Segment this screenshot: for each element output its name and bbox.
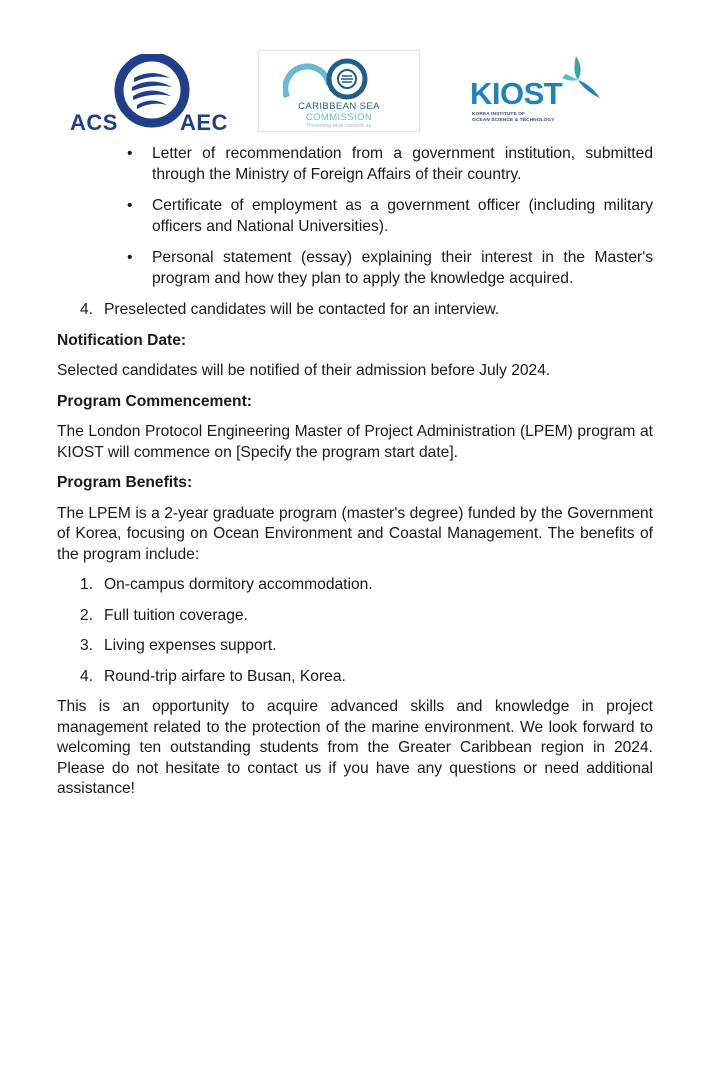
benefits-heading: Program Benefits:	[57, 474, 193, 491]
notification-text: Selected candidates will be notified of their admission before July 2024.	[57, 362, 551, 379]
kiost-wave-icon	[558, 54, 602, 100]
list-item	[57, 575, 653, 596]
benefits-intro: The LPEM is a 2-year graduate program (master's degree) funded by the Government of Korea, focusing on Ocean Environment and Coastal Management. The benefits of the program include:	[57, 504, 653, 563]
csc-waves-icon	[283, 57, 397, 103]
item-number: 1.	[80, 576, 94, 593]
caribbean-sea-commission-logo	[258, 50, 420, 132]
bullet-text: Personal statement (essay) explaining their interest in the Master's program and how they plan to apply the knowledge acquired.	[152, 249, 653, 287]
bullet-text: Letter of recommendation from a government institution, submitted through the Ministry of Foreign Affairs of their country.	[152, 145, 653, 183]
list-item	[57, 667, 653, 688]
list-item	[127, 196, 653, 237]
document-body	[57, 144, 653, 810]
requirements-bullet-list	[127, 144, 653, 289]
item-number: 3.	[80, 637, 94, 654]
item-text: On-campus dormitory accommodation.	[104, 576, 373, 593]
closing-paragraph: This is an opportunity to acquire advanced skills and knowledge in project management related to the protection of the marine environment. We look forward to welcoming ten outstanding students from the Greater Caribbean region in 2024. Please do not hesitate to contact us if you have any questions or need additional assistance!	[57, 698, 653, 797]
logo-header	[0, 48, 710, 136]
kiost-wordmark: KIOST	[470, 76, 563, 111]
bullet-text: Certificate of employment as a government officer (including military officers and National Universities).	[152, 197, 653, 235]
kiost-subtitle-line1: KOREA INSTITUTE OF	[472, 112, 526, 117]
acs-aec-logo	[70, 54, 240, 135]
item-number: 4.	[80, 301, 94, 318]
csc-tagline: Preserving what connects us	[307, 123, 371, 129]
kiost-subtitle-line2: OCEAN SCIENCE & TECHNOLOGY	[472, 118, 555, 123]
item-text: Round-trip airfare to Busan, Korea.	[104, 667, 346, 685]
item-number: 4.	[80, 667, 94, 685]
item-text: Preselected candidates will be contacted for an interview.	[104, 301, 500, 318]
bullet-icon: •	[127, 197, 133, 214]
csc-name-line1: CARIBBEAN SEA	[298, 101, 380, 112]
kiost-logo	[470, 52, 610, 132]
aec-logo-text: AEC	[180, 110, 228, 135]
commencement-heading: Program Commencement:	[57, 392, 252, 410]
item-text: Living expenses support.	[104, 637, 277, 654]
requirement-item-4	[57, 300, 653, 321]
bullet-icon: •	[127, 145, 133, 162]
list-item	[127, 248, 653, 289]
notification-heading: Notification Date:	[57, 331, 187, 349]
list-item	[57, 636, 653, 657]
item-text: Full tuition coverage.	[104, 606, 248, 624]
item-number: 2.	[80, 606, 94, 624]
commencement-text: The London Protocol Engineering Master of Project Administration (LPEM) program at KIOST will commence on [Specify the program start date].	[57, 423, 653, 461]
acs-logo-text: ACS	[70, 110, 118, 135]
benefits-list	[57, 575, 653, 687]
list-item	[57, 606, 653, 627]
bullet-icon: •	[127, 249, 133, 266]
csc-name-line2: COMMISSION	[305, 112, 373, 123]
list-item	[127, 144, 653, 185]
